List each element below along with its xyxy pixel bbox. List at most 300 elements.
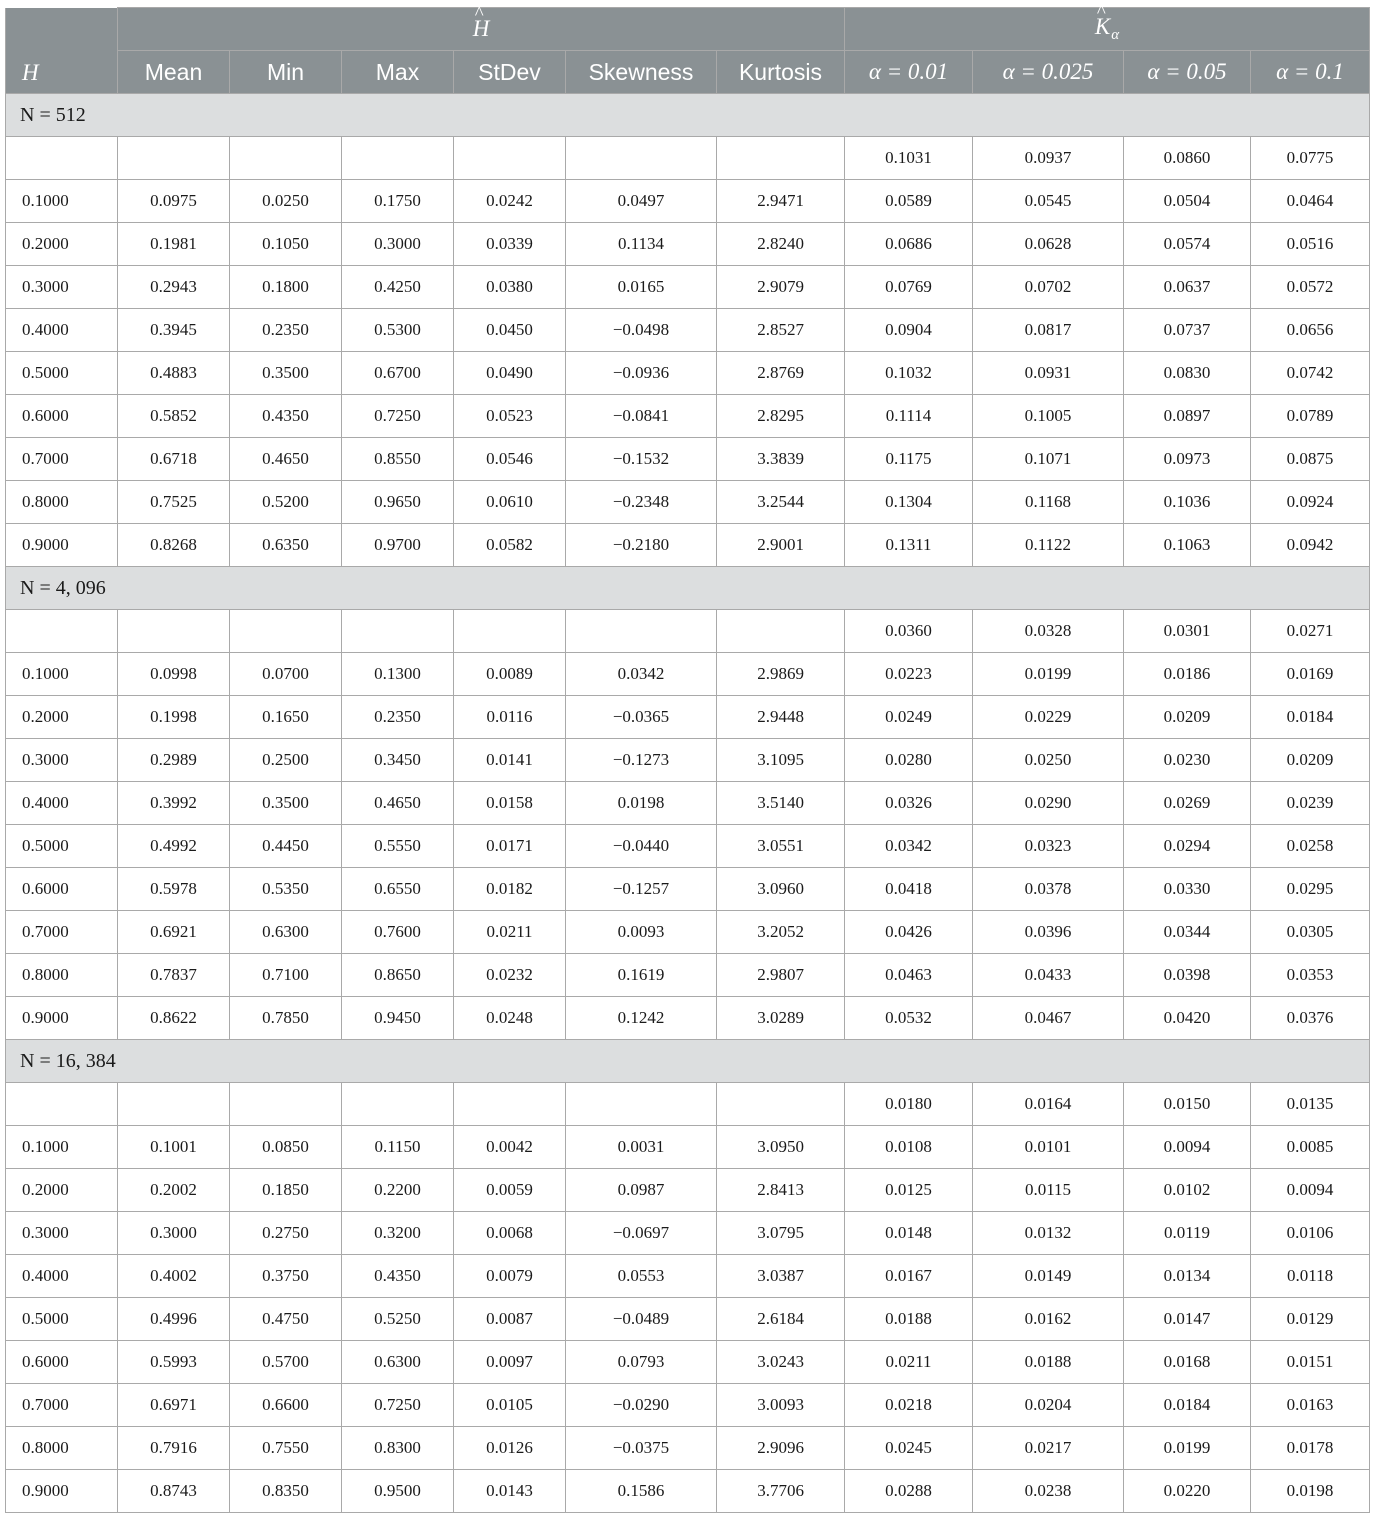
skewness-cell: 0.0198: [566, 782, 717, 825]
empty-cell: [342, 137, 454, 180]
table-row: [6, 1298, 1370, 1341]
stat-cell: 0.4350: [230, 395, 342, 438]
stat-cell: 0.1150: [342, 1126, 454, 1169]
stat-cell: 0.0380: [454, 266, 566, 309]
k-alpha-cell: 0.0342: [845, 825, 973, 868]
baseline-k-cell: 0.0271: [1251, 610, 1370, 653]
skewness-cell: 0.0987: [566, 1169, 717, 1212]
k-alpha-cell: 0.0149: [973, 1255, 1124, 1298]
k-alpha-cell: 0.0220: [1124, 1470, 1251, 1513]
section-header-row: [6, 1040, 1370, 1083]
stat-cell: 0.3500: [230, 782, 342, 825]
k-alpha-cell: 0.0742: [1251, 352, 1370, 395]
kurtosis-cell: 2.9807: [717, 954, 845, 997]
skewness-cell: −0.0489: [566, 1298, 717, 1341]
stat-cell: 0.4650: [342, 782, 454, 825]
k-alpha-cell: 0.0288: [845, 1470, 973, 1513]
stat-cell: 0.1300: [342, 653, 454, 696]
k-alpha-cell: 0.0330: [1124, 868, 1251, 911]
stat-cell: 0.2200: [342, 1169, 454, 1212]
k-alpha-cell: 0.0151: [1251, 1341, 1370, 1384]
stat-cell: 0.1981: [118, 223, 230, 266]
baseline-k-cell: 0.0135: [1251, 1083, 1370, 1126]
skewness-cell: −0.0498: [566, 309, 717, 352]
stat-cell: 0.0141: [454, 739, 566, 782]
skewness-cell: −0.0290: [566, 1384, 717, 1427]
h-column-header: H: [6, 8, 118, 94]
k-alpha-cell: 0.0125: [845, 1169, 973, 1212]
skewness-cell: 0.1134: [566, 223, 717, 266]
stat-cell: 0.0143: [454, 1470, 566, 1513]
col-header-kurtosis: Kurtosis: [717, 51, 845, 94]
stat-cell: 0.8622: [118, 997, 230, 1040]
stat-cell: 0.8300: [342, 1427, 454, 1470]
stat-cell: 0.1001: [118, 1126, 230, 1169]
stat-cell: 0.7850: [230, 997, 342, 1040]
table-row: [6, 309, 1370, 352]
stat-cell: 0.3500: [230, 352, 342, 395]
col-header-alpha-0: α = 0.01: [845, 51, 973, 94]
h-value-cell: 0.4000: [6, 782, 118, 825]
table-row: [6, 739, 1370, 782]
table-row: [6, 223, 1370, 266]
stat-cell: 0.0079: [454, 1255, 566, 1298]
k-alpha-cell: 0.0209: [1124, 696, 1251, 739]
h-value-cell: 0.8000: [6, 954, 118, 997]
skewness-cell: −0.0697: [566, 1212, 717, 1255]
table-header: [6, 8, 1370, 94]
k-hat-symbol: ^ K: [1095, 14, 1110, 40]
table-row: [6, 1470, 1370, 1513]
k-alpha-cell: 0.0188: [973, 1341, 1124, 1384]
stat-cell: 0.7525: [118, 481, 230, 524]
k-alpha-cell: 0.0280: [845, 739, 973, 782]
stat-cell: 0.0242: [454, 180, 566, 223]
stat-cell: 0.9450: [342, 997, 454, 1040]
k-alpha-cell: 0.0574: [1124, 223, 1251, 266]
k-alpha-cell: 0.0147: [1124, 1298, 1251, 1341]
table-row: [6, 911, 1370, 954]
section-header-row: [6, 567, 1370, 610]
kurtosis-cell: 2.9448: [717, 696, 845, 739]
stat-cell: 0.7250: [342, 1384, 454, 1427]
skewness-cell: 0.0342: [566, 653, 717, 696]
stat-cell: 0.0105: [454, 1384, 566, 1427]
k-alpha-cell: 0.0789: [1251, 395, 1370, 438]
kurtosis-cell: 3.0387: [717, 1255, 845, 1298]
stat-cell: 0.4992: [118, 825, 230, 868]
stat-cell: 0.0089: [454, 653, 566, 696]
stat-cell: 0.4450: [230, 825, 342, 868]
k-alpha-cell: 0.0426: [845, 911, 973, 954]
k-alpha-cell: 0.0134: [1124, 1255, 1251, 1298]
stat-cell: 0.7550: [230, 1427, 342, 1470]
k-alpha-cell: 0.0376: [1251, 997, 1370, 1040]
skewness-cell: −0.0936: [566, 352, 717, 395]
k-alpha-cell: 0.0258: [1251, 825, 1370, 868]
empty-cell: [717, 1083, 845, 1126]
skewness-cell: 0.0031: [566, 1126, 717, 1169]
col-header-stdev: StDev: [454, 51, 566, 94]
stat-cell: 0.2989: [118, 739, 230, 782]
k-alpha-cell: 0.0167: [845, 1255, 973, 1298]
k-alpha-cell: 0.0094: [1124, 1126, 1251, 1169]
k-alpha-cell: 0.0101: [973, 1126, 1124, 1169]
k-alpha-cell: 0.0250: [973, 739, 1124, 782]
empty-cell: [6, 137, 118, 180]
table-row: [6, 1384, 1370, 1427]
stat-cell: 0.2750: [230, 1212, 342, 1255]
kurtosis-cell: 3.2544: [717, 481, 845, 524]
k-alpha-cell: 0.0817: [973, 309, 1124, 352]
stat-cell: 0.3000: [118, 1212, 230, 1255]
stat-cell: 0.7250: [342, 395, 454, 438]
k-alpha-cell: 0.1168: [973, 481, 1124, 524]
k-alpha-cell: 0.0516: [1251, 223, 1370, 266]
k-alpha-cell: 0.0942: [1251, 524, 1370, 567]
stat-cell: 0.8268: [118, 524, 230, 567]
table-row: [6, 352, 1370, 395]
table-row: [6, 825, 1370, 868]
k-alpha-cell: 0.0294: [1124, 825, 1251, 868]
h-value-cell: 0.9000: [6, 997, 118, 1040]
col-header-max: Max: [342, 51, 454, 94]
skewness-cell: −0.1273: [566, 739, 717, 782]
stat-cell: 0.7916: [118, 1427, 230, 1470]
k-alpha-cell: 0.0504: [1124, 180, 1251, 223]
stat-cell: 0.0042: [454, 1126, 566, 1169]
k-alpha-cell: 0.0924: [1251, 481, 1370, 524]
k-alpha-cell: 0.0931: [973, 352, 1124, 395]
k-alpha-cell: 0.0118: [1251, 1255, 1370, 1298]
stat-cell: 0.1850: [230, 1169, 342, 1212]
k-alpha-cell: 0.0464: [1251, 180, 1370, 223]
kurtosis-cell: 3.5140: [717, 782, 845, 825]
empty-cell: [342, 610, 454, 653]
stat-cell: 0.5700: [230, 1341, 342, 1384]
h-value-cell: 0.9000: [6, 1470, 118, 1513]
stat-cell: 0.8350: [230, 1470, 342, 1513]
k-alpha-cell: 0.1175: [845, 438, 973, 481]
k-alpha-cell: 0.0589: [845, 180, 973, 223]
stat-cell: 0.0582: [454, 524, 566, 567]
k-hat-group-header: [845, 8, 1370, 51]
empty-cell: [230, 610, 342, 653]
stat-cell: 0.5550: [342, 825, 454, 868]
empty-cell: [566, 1083, 717, 1126]
kurtosis-cell: 2.9079: [717, 266, 845, 309]
h-value-cell: 0.8000: [6, 1427, 118, 1470]
h-value-cell: 0.2000: [6, 696, 118, 739]
table-row: [6, 696, 1370, 739]
k-alpha-cell: 0.0102: [1124, 1169, 1251, 1212]
k-alpha-cell: 0.0378: [973, 868, 1124, 911]
empty-cell: [717, 137, 845, 180]
k-alpha-cell: 0.0323: [973, 825, 1124, 868]
empty-cell: [454, 137, 566, 180]
h-value-cell: 0.7000: [6, 438, 118, 481]
baseline-k-cell: 0.0937: [973, 137, 1124, 180]
empty-cell: [566, 610, 717, 653]
skewness-cell: 0.0553: [566, 1255, 717, 1298]
table-row: [6, 653, 1370, 696]
stat-cell: 0.0546: [454, 438, 566, 481]
kurtosis-cell: 2.9001: [717, 524, 845, 567]
col-header-min: Min: [230, 51, 342, 94]
skewness-cell: −0.0365: [566, 696, 717, 739]
k-alpha-cell: 0.0198: [1251, 1470, 1370, 1513]
stat-cell: 0.8743: [118, 1470, 230, 1513]
section-header-row: [6, 94, 1370, 137]
k-alpha-cell: 0.0199: [1124, 1427, 1251, 1470]
k-alpha-cell: 0.0245: [845, 1427, 973, 1470]
stat-cell: 0.0059: [454, 1169, 566, 1212]
kurtosis-cell: 3.0289: [717, 997, 845, 1040]
k-alpha-cell: 0.0108: [845, 1126, 973, 1169]
h-value-cell: 0.7000: [6, 1384, 118, 1427]
table-row: [6, 395, 1370, 438]
table-row: [6, 438, 1370, 481]
k-alpha-cell: 0.0217: [973, 1427, 1124, 1470]
empty-cell: [230, 1083, 342, 1126]
k-alpha-cell: 0.0211: [845, 1341, 973, 1384]
k-alpha-cell: 0.0702: [973, 266, 1124, 309]
empty-cell: [566, 137, 717, 180]
kurtosis-cell: 3.0950: [717, 1126, 845, 1169]
k-alpha-cell: 0.0686: [845, 223, 973, 266]
k-alpha-cell: 0.0290: [973, 782, 1124, 825]
stat-cell: 0.1750: [342, 180, 454, 223]
k-alpha-cell: 0.0269: [1124, 782, 1251, 825]
stat-cell: 0.7837: [118, 954, 230, 997]
stat-cell: 0.9700: [342, 524, 454, 567]
k-alpha-cell: 0.0218: [845, 1384, 973, 1427]
k-alpha-cell: 0.0209: [1251, 739, 1370, 782]
stat-cell: 0.0087: [454, 1298, 566, 1341]
stat-cell: 0.8650: [342, 954, 454, 997]
empty-cell: [454, 1083, 566, 1126]
section-label: N = 4, 096: [6, 567, 1370, 610]
stat-cell: 0.3750: [230, 1255, 342, 1298]
stat-cell: 0.5978: [118, 868, 230, 911]
k-alpha-cell: 0.0148: [845, 1212, 973, 1255]
stat-cell: 0.4350: [342, 1255, 454, 1298]
stat-cell: 0.5993: [118, 1341, 230, 1384]
empty-cell: [342, 1083, 454, 1126]
skewness-cell: −0.1257: [566, 868, 717, 911]
table-row: [6, 1169, 1370, 1212]
col-header-alpha-1: α = 0.025: [973, 51, 1124, 94]
h-value-cell: 0.2000: [6, 1169, 118, 1212]
k-alpha-cell: 0.0106: [1251, 1212, 1370, 1255]
empty-cell: [454, 610, 566, 653]
k-alpha-cell: 0.1005: [973, 395, 1124, 438]
kurtosis-cell: 3.7706: [717, 1470, 845, 1513]
col-header-alpha-3: α = 0.1: [1251, 51, 1370, 94]
h-value-cell: 0.3000: [6, 1212, 118, 1255]
k-alpha-cell: 0.0129: [1251, 1298, 1370, 1341]
kurtosis-cell: 2.9096: [717, 1427, 845, 1470]
table-row: [6, 868, 1370, 911]
h-value-cell: 0.6000: [6, 868, 118, 911]
stat-cell: 0.0975: [118, 180, 230, 223]
k-alpha-cell: 0.0230: [1124, 739, 1251, 782]
stat-cell: 0.3992: [118, 782, 230, 825]
h-value-cell: 0.4000: [6, 309, 118, 352]
stat-cell: 0.4883: [118, 352, 230, 395]
h-value-cell: 0.7000: [6, 911, 118, 954]
h-hat-group-header: [118, 8, 845, 51]
h-value-cell: 0.5000: [6, 1298, 118, 1341]
section-label: N = 512: [6, 94, 1370, 137]
table-row: [6, 782, 1370, 825]
k-alpha-cell: 0.0305: [1251, 911, 1370, 954]
kurtosis-cell: 2.8240: [717, 223, 845, 266]
k-alpha-cell: 0.0637: [1124, 266, 1251, 309]
stat-cell: 0.3450: [342, 739, 454, 782]
empty-cell: [6, 610, 118, 653]
stat-cell: 0.6350: [230, 524, 342, 567]
kurtosis-cell: 2.8527: [717, 309, 845, 352]
stat-cell: 0.6700: [342, 352, 454, 395]
kurtosis-cell: 3.0960: [717, 868, 845, 911]
stat-cell: 0.5200: [230, 481, 342, 524]
k-alpha-cell: 0.0239: [1251, 782, 1370, 825]
stat-cell: 0.7100: [230, 954, 342, 997]
k-hat-subscript: α: [1111, 27, 1120, 43]
table-body: [6, 94, 1370, 1513]
table-row: [6, 1212, 1370, 1255]
stat-cell: 0.6550: [342, 868, 454, 911]
skewness-cell: 0.0093: [566, 911, 717, 954]
k-alpha-cell: 0.1063: [1124, 524, 1251, 567]
k-alpha-cell: 0.0184: [1251, 696, 1370, 739]
stat-cell: 0.6300: [230, 911, 342, 954]
h-value-cell: 0.5000: [6, 825, 118, 868]
baseline-k-cell: 0.0328: [973, 610, 1124, 653]
k-alpha-cell: 0.0169: [1251, 653, 1370, 696]
k-alpha-cell: 0.0094: [1251, 1169, 1370, 1212]
k-alpha-cell: 0.1032: [845, 352, 973, 395]
stat-cell: 0.0700: [230, 653, 342, 696]
skewness-cell: 0.0793: [566, 1341, 717, 1384]
k-alpha-cell: 0.0178: [1251, 1427, 1370, 1470]
skewness-cell: −0.1532: [566, 438, 717, 481]
skewness-cell: −0.2180: [566, 524, 717, 567]
kurtosis-cell: 3.0551: [717, 825, 845, 868]
stat-cell: 0.0610: [454, 481, 566, 524]
k-alpha-cell: 0.0420: [1124, 997, 1251, 1040]
h-value-cell: 0.1000: [6, 653, 118, 696]
h-value-cell: 0.8000: [6, 481, 118, 524]
k-alpha-cell: 0.1122: [973, 524, 1124, 567]
stat-cell: 0.4250: [342, 266, 454, 309]
k-alpha-cell: 0.0463: [845, 954, 973, 997]
k-alpha-cell: 0.0132: [973, 1212, 1124, 1255]
stat-cell: 0.1650: [230, 696, 342, 739]
stat-cell: 0.4002: [118, 1255, 230, 1298]
k-alpha-cell: 0.0830: [1124, 352, 1251, 395]
baseline-k-cell: 0.0860: [1124, 137, 1251, 180]
stat-cell: 0.0182: [454, 868, 566, 911]
stat-cell: 0.1800: [230, 266, 342, 309]
stat-cell: 0.5852: [118, 395, 230, 438]
stat-cell: 0.0211: [454, 911, 566, 954]
empty-cell: [118, 137, 230, 180]
stat-cell: 0.0250: [230, 180, 342, 223]
stat-cell: 0.2350: [342, 696, 454, 739]
skewness-cell: −0.2348: [566, 481, 717, 524]
k-alpha-cell: 0.0229: [973, 696, 1124, 739]
table-row: [6, 180, 1370, 223]
k-alpha-cell: 0.0204: [973, 1384, 1124, 1427]
stat-cell: 0.1050: [230, 223, 342, 266]
kurtosis-cell: 2.9869: [717, 653, 845, 696]
h-value-cell: 0.6000: [6, 395, 118, 438]
stat-cell: 0.6921: [118, 911, 230, 954]
k-alpha-cell: 0.0163: [1251, 1384, 1370, 1427]
kurtosis-cell: 3.1095: [717, 739, 845, 782]
k-alpha-cell: 0.0737: [1124, 309, 1251, 352]
stat-cell: 0.0523: [454, 395, 566, 438]
k-alpha-cell: 0.0353: [1251, 954, 1370, 997]
table-row: [6, 481, 1370, 524]
kurtosis-cell: 3.3839: [717, 438, 845, 481]
skewness-cell: −0.0841: [566, 395, 717, 438]
baseline-k-cell: 0.0775: [1251, 137, 1370, 180]
stat-cell: 0.5350: [230, 868, 342, 911]
h-value-cell: 0.2000: [6, 223, 118, 266]
stat-cell: 0.6600: [230, 1384, 342, 1427]
table-row: [6, 524, 1370, 567]
kurtosis-cell: 3.0243: [717, 1341, 845, 1384]
k-alpha-cell: 0.0628: [973, 223, 1124, 266]
kurtosis-cell: 2.8295: [717, 395, 845, 438]
empty-cell: [118, 610, 230, 653]
h-hat-symbol: ^ H: [473, 16, 490, 42]
k-alpha-cell: 0.0295: [1251, 868, 1370, 911]
stat-cell: 0.0339: [454, 223, 566, 266]
k-alpha-cell: 0.1304: [845, 481, 973, 524]
k-alpha-cell: 0.0398: [1124, 954, 1251, 997]
h-value-cell: 0.1000: [6, 1126, 118, 1169]
table-row: [6, 1341, 1370, 1384]
k-alpha-cell: 0.0396: [973, 911, 1124, 954]
baseline-k-cell: 0.0360: [845, 610, 973, 653]
k-alpha-cell: 0.0188: [845, 1298, 973, 1341]
baseline-k-cell: 0.0301: [1124, 610, 1251, 653]
skewness-cell: 0.1242: [566, 997, 717, 1040]
kurtosis-cell: 2.8413: [717, 1169, 845, 1212]
stat-cell: 0.0068: [454, 1212, 566, 1255]
skewness-cell: 0.0497: [566, 180, 717, 223]
stat-cell: 0.0850: [230, 1126, 342, 1169]
column-header-row: [6, 51, 1370, 94]
skewness-cell: −0.0440: [566, 825, 717, 868]
k-alpha-cell: 0.0875: [1251, 438, 1370, 481]
k-alpha-cell: 0.0433: [973, 954, 1124, 997]
stat-cell: 0.0097: [454, 1341, 566, 1384]
k-alpha-cell: 0.0223: [845, 653, 973, 696]
h-value-cell: 0.9000: [6, 524, 118, 567]
results-table: [5, 7, 1370, 1513]
kurtosis-cell: 2.6184: [717, 1298, 845, 1341]
stat-cell: 0.0158: [454, 782, 566, 825]
stat-cell: 0.6971: [118, 1384, 230, 1427]
k-alpha-cell: 0.0199: [973, 653, 1124, 696]
k-alpha-cell: 0.0656: [1251, 309, 1370, 352]
col-header-alpha-2: α = 0.05: [1124, 51, 1251, 94]
